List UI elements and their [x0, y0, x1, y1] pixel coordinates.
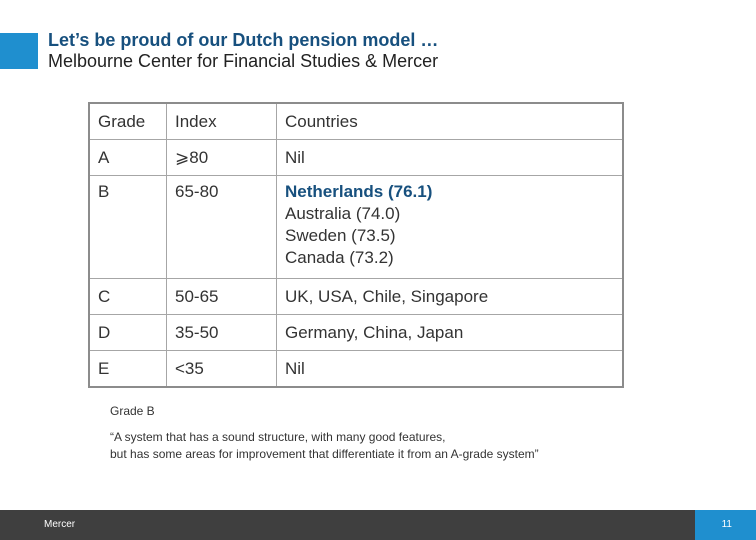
header-countries: Countries: [277, 103, 624, 140]
country-netherlands: Netherlands (76.1): [285, 182, 433, 201]
cell-index: 65-80: [167, 176, 277, 279]
footer-brand: Mercer: [44, 519, 76, 530]
note-quote: [110, 429, 539, 463]
table-row-a: [89, 140, 623, 176]
grade-table: [88, 102, 624, 388]
table-header-row: [89, 103, 623, 140]
cell-index: ⩾80: [167, 140, 277, 176]
country-sweden: Sweden (73.5): [285, 226, 396, 245]
table-row-d: [89, 315, 623, 351]
note-label: Grade B: [110, 404, 155, 418]
cell-countries: Germany, China, Japan: [277, 315, 624, 351]
page-subtitle: Melbourne Center for Financial Studies & Mercer: [48, 51, 439, 71]
table-row-c: [89, 279, 623, 315]
page-number: 11: [721, 519, 732, 530]
cell-index: 35-50: [167, 315, 277, 351]
footer-bar: [0, 510, 756, 540]
cell-countries: Nil: [277, 351, 624, 388]
country-australia: Australia (74.0): [285, 204, 401, 223]
cell-index: 50-65: [167, 279, 277, 315]
cell-index: <35: [167, 351, 277, 388]
cell-grade: C: [89, 279, 167, 315]
page-title: Let’s be proud of our Dutch pension model …: [48, 30, 439, 50]
header-index: Index: [167, 103, 277, 140]
country-canada: Canada (73.2): [285, 248, 394, 267]
header-grade: Grade: [89, 103, 167, 140]
cell-countries: Nil: [277, 140, 624, 176]
accent-bar: [0, 33, 38, 69]
cell-grade: A: [89, 140, 167, 176]
note-quote-line1: “A system that has a sound structure, with many good features,: [110, 430, 446, 444]
note-quote-line2: but has some areas for improvement that differentiate it from an A-grade system”: [110, 447, 539, 461]
cell-grade: D: [89, 315, 167, 351]
cell-grade: E: [89, 351, 167, 388]
table-row-b: [89, 176, 623, 279]
cell-grade: B: [89, 176, 167, 279]
cell-countries: [277, 176, 624, 279]
cell-countries: UK, USA, Chile, Singapore: [277, 279, 624, 315]
table-row-e: [89, 351, 623, 388]
page-number-box: [695, 510, 756, 540]
